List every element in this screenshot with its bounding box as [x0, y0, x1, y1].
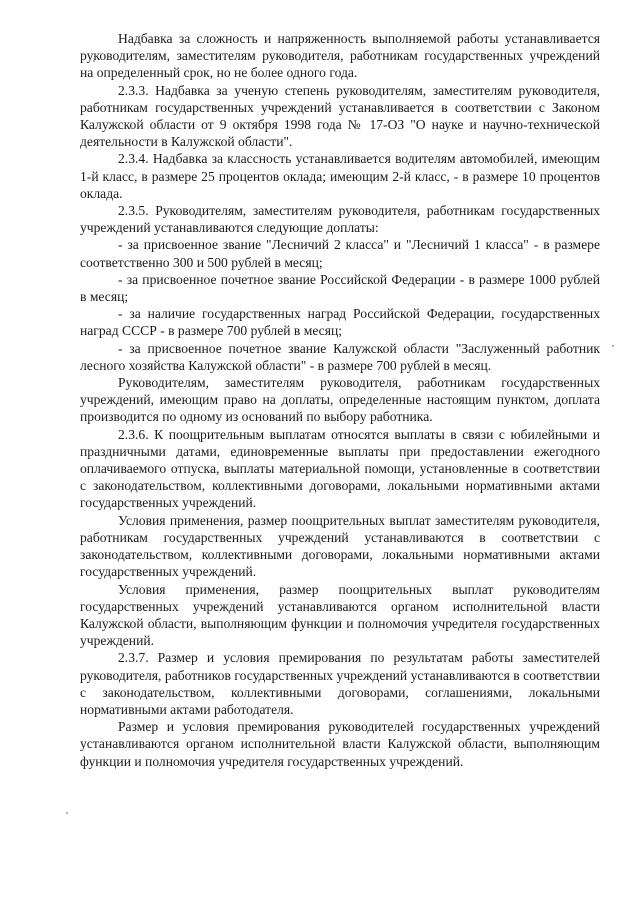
- scan-speck: [612, 345, 614, 347]
- paragraph-2-3-5: 2.3.5. Руководителям, заместителям руководителя, работникам государственных учреждений устанавливаются следующие доплаты:: [80, 203, 600, 236]
- paragraph-2-3-3: 2.3.3. Надбавка за ученую степень руководителям, заместителям руководителя, работникам государственных учреждений устанавливается в соответствии с Законом Калужской области от 9 октября 1998 года № 17-ОЗ "О науке и научно-технической деятельности в Калужской области".: [80, 82, 600, 150]
- document-body: [80, 30, 600, 770]
- paragraph-one-basis-rule: Руководителям, заместителям руководителя, работникам государственных учреждений, имеющим право на доплаты, определенные настоящим пунктом, доплата производится по одному из оснований по выбору работника.: [80, 375, 600, 425]
- scan-speck: [66, 812, 68, 814]
- paragraph-bonus-conditions-heads: Размер и условия премирования руководителей государственных учреждений устанавливаются органом исполнительной власти Калужской области, выполняющим функции и полномочия учредителя государственных учреждений.: [80, 719, 600, 769]
- paragraph-incentive-conditions-deputies: Условия применения, размер поощрительных выплат заместителям руководителя, работникам государственных учреждений устанавливаются в соответствии с законодательством, коллективными договорами, локальными нормативными актами государственных учреждений.: [80, 512, 600, 580]
- list-item-state-awards: - за наличие государственных наград Российской Федерации, государственных наград СССР - в размере 700 рублей в месяц;: [80, 306, 600, 339]
- paragraph-allowance-complexity: Надбавка за сложность и напряженность выполняемой работы устанавливается руководителям, заместителям руководителя, работникам государственных учреждений на определенный срок, но не более одного года.: [80, 31, 600, 81]
- paragraph-2-3-6: 2.3.6. К поощрительным выплатам относятся выплаты в связи с юбилейными и праздничными датами, единовременные выплаты при предоставлении ежегодного оплачиваемого отпуска, выплаты материальной помощи, установленные в соответствии с законодательством, коллективными договорами, локальными нормативными актами государственных учреждений.: [80, 426, 600, 511]
- paragraph-incentive-conditions-heads: Условия применения, размер поощрительных выплат руководителям государственных учреждений устанавливаются органом исполнительной власти Калужской области, выполняющим функции и полномочия учредителя государственных учреждений.: [80, 581, 600, 649]
- list-item-honorary-title-rf: - за присвоенное почетное звание Российской Федерации - в размере 1000 рублей в месяц;: [80, 271, 600, 305]
- list-item-honorary-title-kaluga: - за присвоенное почетное звание Калужской области "Заслуженный работник лесного хозяйства Калужской области" - в размере 700 рублей в месяц.: [80, 340, 600, 373]
- paragraph-2-3-4: 2.3.4. Надбавка за классность устанавливается водителям автомобилей, имеющим 1-й класс, в размере 25 процентов оклада; имеющим 2-й класс, - в размере 10 процентов оклада.: [80, 151, 600, 201]
- list-item-forester-title: - за присвоенное звание "Лесничий 2 класса" и "Лесничий 1 класса" - в размере соответственно 300 и 500 рублей в месяц;: [80, 237, 600, 270]
- paragraph-2-3-7: 2.3.7. Размер и условия премирования по результатам работы заместителей руководителя, работников государственных учреждений устанавливаются в соответствии с законодательством, коллективными договорами, соглашениями, локальными нормативными актами работодателя.: [80, 650, 600, 717]
